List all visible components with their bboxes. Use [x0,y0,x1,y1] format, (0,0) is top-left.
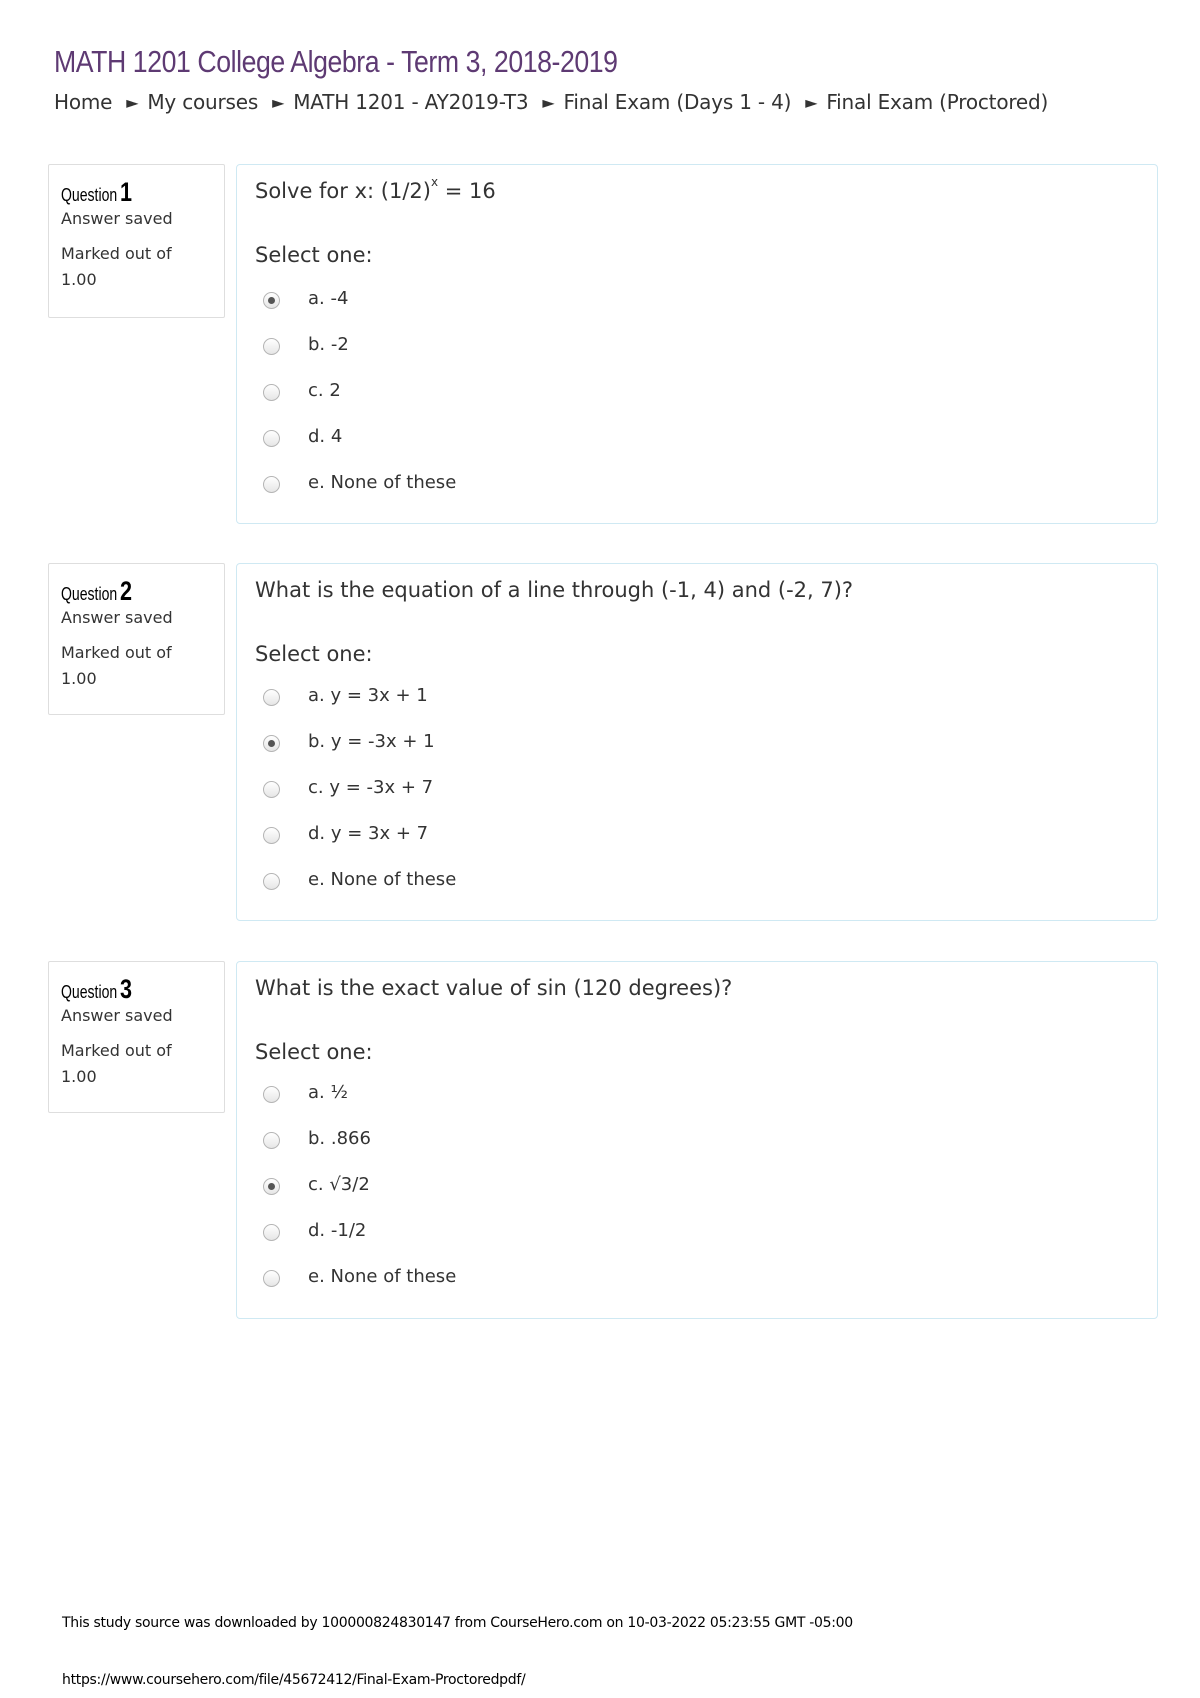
question-state: Answer saved [61,209,173,228]
question-number: 3 [120,974,133,1004]
breadcrumb-my-courses[interactable]: My courses [147,90,259,114]
answer-option[interactable] [263,472,863,498]
answer-option[interactable] [263,1220,863,1246]
answer-option-label[interactable]: b. -2 [308,334,349,355]
breadcrumb-arrow-icon: ► [126,93,139,112]
question-2-info [48,563,225,715]
radio-button-icon[interactable] [263,476,280,493]
question-text [255,976,732,1000]
question-state: Answer saved [61,608,173,627]
radio-button-icon[interactable] [263,1178,280,1195]
breadcrumb-quiz[interactable]: Final Exam (Proctored) [826,90,1049,114]
question-grade: Marked out of 1.00 [61,244,172,289]
source-url[interactable]: https://www.coursehero.com/file/45672412/Final-Exam-Proctoredpdf/ [62,1672,526,1688]
question-3-content [236,961,1158,1319]
radio-button-icon[interactable] [263,735,280,752]
question-text-exponent: x [430,175,439,189]
answer-option-label[interactable]: a. -4 [308,288,349,309]
radio-button-icon[interactable] [263,338,280,355]
radio-button-icon[interactable] [263,689,280,706]
radio-button-icon[interactable] [263,1132,280,1149]
download-notice: This study source was downloaded by 100000824830147 from CourseHero.com on 10-03-2022 05:23:55 GMT -05:00 [62,1615,853,1631]
radio-button-icon[interactable] [263,827,280,844]
answer-option-label[interactable]: a. y = 3x + 1 [308,685,428,706]
breadcrumb [54,90,1048,114]
radio-button-icon[interactable] [263,430,280,447]
question-1-content [236,164,1158,524]
question-text [255,175,496,203]
question-text-main: Solve for x: (1/2) [255,179,431,203]
answer-option[interactable] [263,777,863,803]
question-text-main: What is the equation of a line through (-1, 4) and (-2, 7)? [255,578,854,602]
radio-button-icon[interactable] [263,384,280,401]
question-text-rest: = 16 [438,179,496,203]
breadcrumb-arrow-icon: ► [272,93,285,112]
question-label: Question [61,982,118,1002]
answer-option-label[interactable]: b. y = -3x + 1 [308,731,435,752]
question-state: Answer saved [61,1006,173,1025]
radio-button-icon[interactable] [263,873,280,890]
answer-option-label[interactable]: b. .866 [308,1128,371,1149]
radio-button-icon[interactable] [263,781,280,798]
question-grade: Marked out of 1.00 [61,643,172,688]
answer-option[interactable] [263,1266,863,1292]
question-2-content [236,563,1158,921]
question-1-info [48,164,225,318]
answer-option[interactable] [263,380,863,406]
question-text [255,578,853,602]
select-one-label: Select one: [255,642,373,666]
breadcrumb-section[interactable]: Final Exam (Days 1 - 4) [563,90,792,114]
radio-button-icon[interactable] [263,1086,280,1103]
course-title: MATH 1201 College Algebra - Term 3, 2018-2019 [54,44,618,79]
answer-option[interactable] [263,731,863,757]
answer-option-label[interactable]: c. √3/2 [308,1174,370,1195]
answer-option[interactable] [263,1128,863,1154]
answer-option-label[interactable]: d. y = 3x + 7 [308,823,429,844]
answer-option[interactable] [263,334,863,360]
radio-button-icon[interactable] [263,1224,280,1241]
breadcrumb-home[interactable]: Home [54,90,113,114]
question-number: 2 [120,576,133,606]
select-one-label: Select one: [255,1040,373,1064]
question-3-info [48,961,225,1113]
breadcrumb-arrow-icon: ► [542,93,555,112]
answer-option[interactable] [263,1082,863,1108]
answer-option-label[interactable]: e. None of these [308,869,457,890]
answer-option-label[interactable]: e. None of these [308,1266,457,1287]
question-number: 1 [120,177,133,207]
select-one-label: Select one: [255,243,373,267]
answer-option-label[interactable]: c. y = -3x + 7 [308,777,434,798]
radio-button-icon[interactable] [263,1270,280,1287]
breadcrumb-course[interactable]: MATH 1201 - AY2019-T3 [293,90,529,114]
answer-option-label[interactable]: d. -1/2 [308,1220,367,1241]
answer-option[interactable] [263,1174,863,1200]
question-text-main: What is the exact value of sin (120 degrees)? [255,976,733,1000]
answer-option[interactable] [263,426,863,452]
answer-option[interactable] [263,685,863,711]
answer-option[interactable] [263,288,863,314]
answer-option-label[interactable]: a. ½ [308,1082,348,1103]
answer-option[interactable] [263,869,863,895]
radio-button-icon[interactable] [263,292,280,309]
question-label: Question [61,584,118,604]
answer-option-label[interactable]: c. 2 [308,380,341,401]
question-label: Question [61,185,118,205]
question-grade: Marked out of 1.00 [61,1041,172,1086]
answer-option-label[interactable]: d. 4 [308,426,343,447]
answer-option-label[interactable]: e. None of these [308,472,457,493]
answer-option[interactable] [263,823,863,849]
breadcrumb-arrow-icon: ► [805,93,818,112]
